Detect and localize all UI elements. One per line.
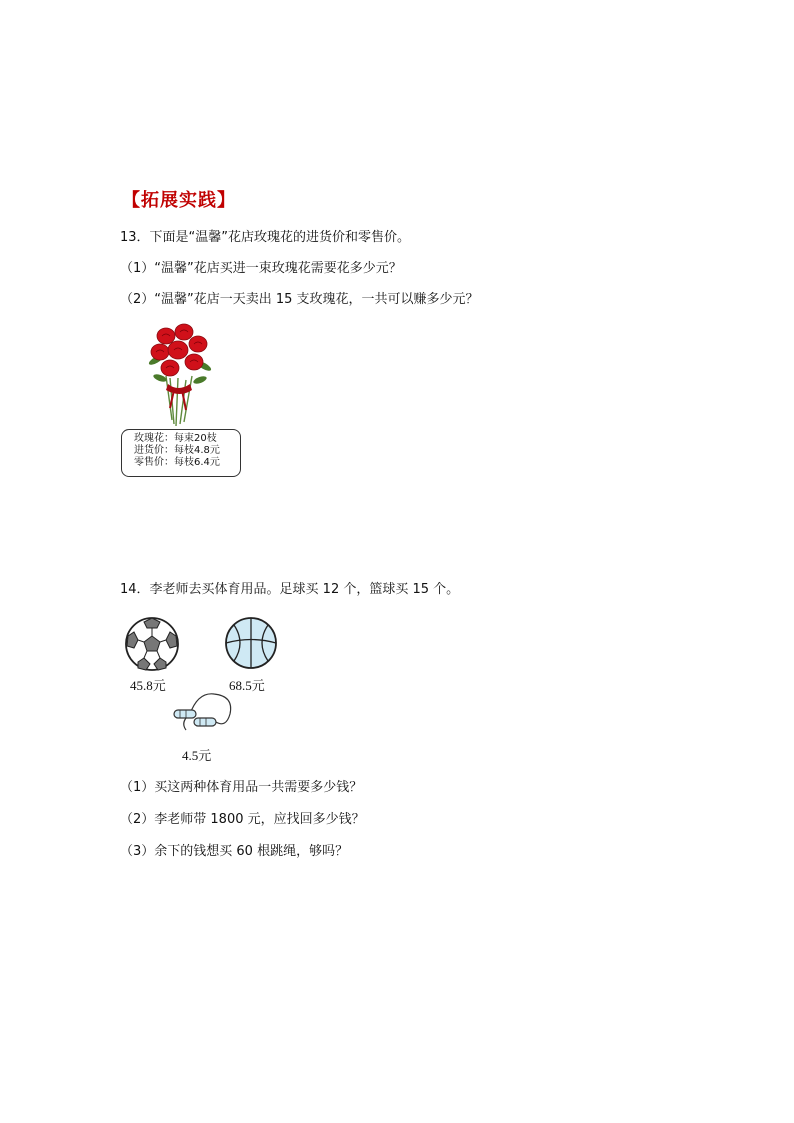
question-14-sub-1: （1）买这两种体育用品一共需要多少钱？ <box>120 780 363 795</box>
question-14-sub-3: （3）余下的钱想买 60 根跳绳，够吗？ <box>120 844 349 859</box>
price-box-line-2: 进货价：每枝4.8元 <box>134 445 220 456</box>
basketball-icon <box>224 616 278 670</box>
price-box-line-1: 玫瑰花：每束20枝 <box>134 433 217 444</box>
basketball-price: 68.5元 <box>229 678 265 693</box>
question-13-sub-1: （1）“温馨”花店买进一束玫瑰花需要花多少元？ <box>120 261 402 276</box>
jump-rope-icon <box>170 686 240 738</box>
rose-bouquet-image <box>140 318 220 428</box>
section-title: 【拓展实践】 <box>122 190 236 211</box>
football-price: 45.8元 <box>130 678 166 693</box>
question-14-sub-2: （2）李老师带 1800 元，应找回多少钱？ <box>120 812 365 827</box>
jump-rope-price: 4.5元 <box>182 748 212 763</box>
price-box-line-3: 零售价：每枝6.4元 <box>134 457 220 468</box>
rose-price-box <box>121 429 241 477</box>
question-14-stem: 14．李老师去买体育用品。足球买 12 个，篮球买 15 个。 <box>120 582 460 597</box>
football-icon <box>124 616 180 672</box>
question-13-sub-2: （2）“温馨”花店一天卖出 15 支玫瑰花，一共可以赚多少元？ <box>120 292 479 307</box>
question-13-stem: 13．下面是“温馨”花店玫瑰花的进货价和零售价。 <box>120 230 411 245</box>
